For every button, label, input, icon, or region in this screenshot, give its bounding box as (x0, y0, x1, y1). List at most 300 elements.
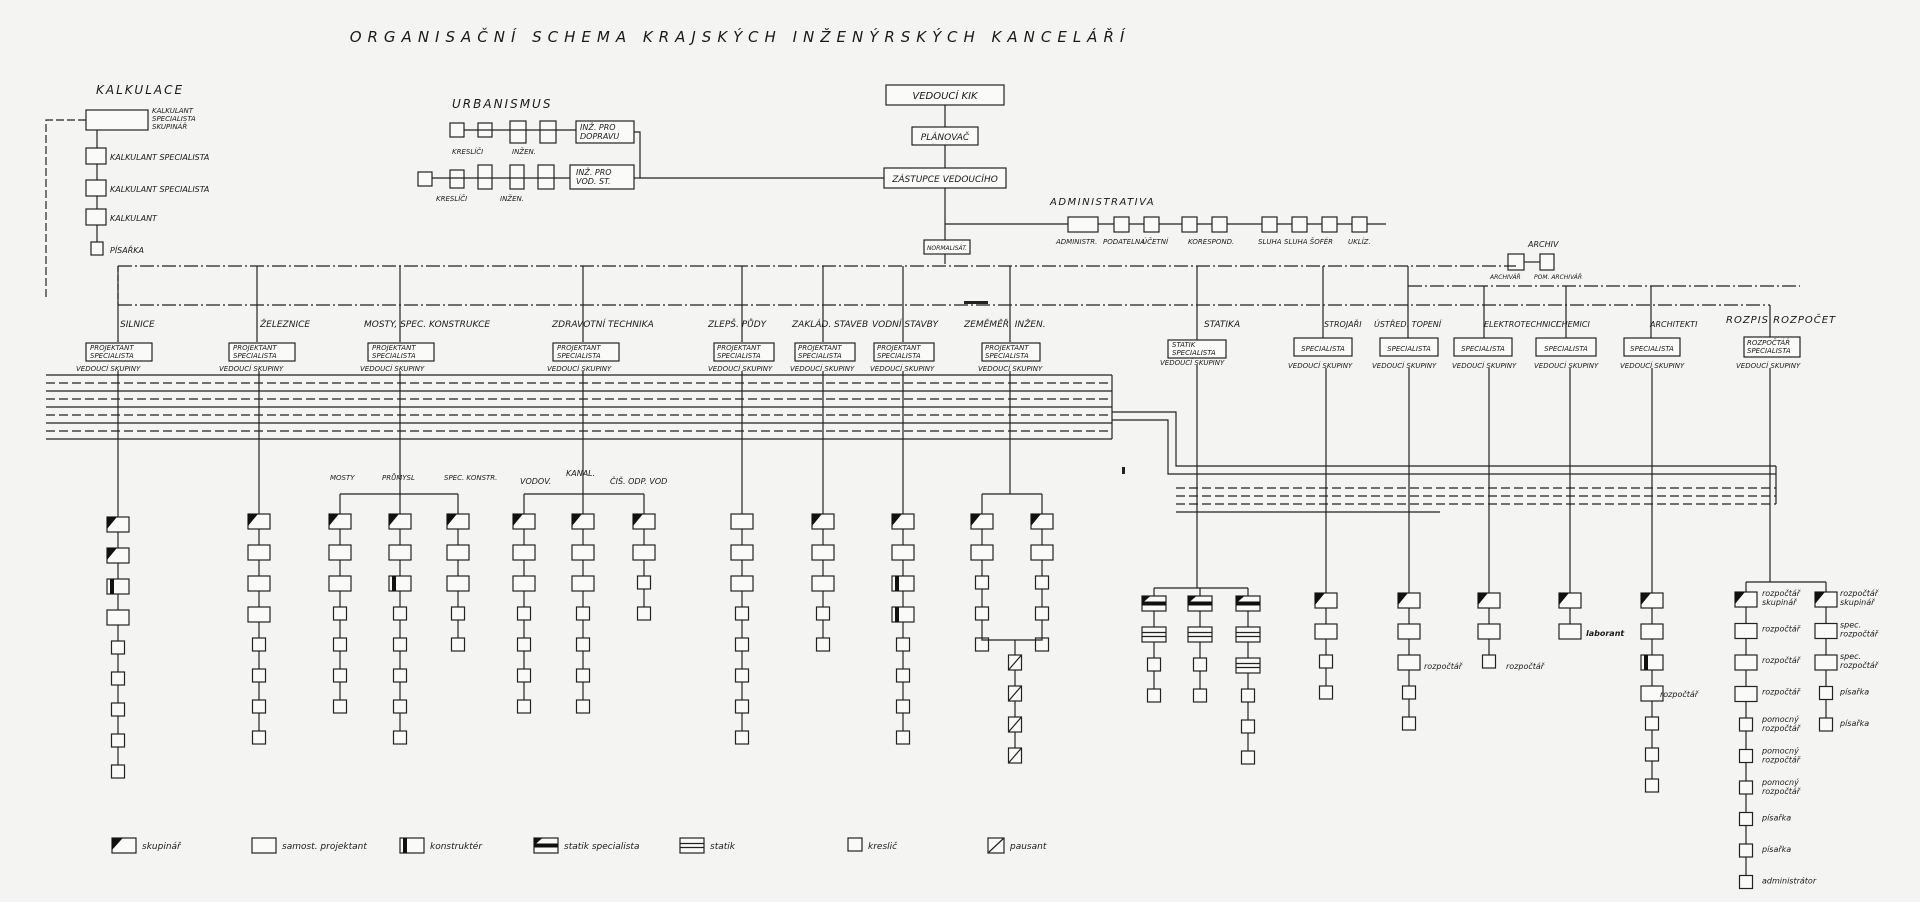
skupinar-symbol (1478, 593, 1500, 608)
dept-lead-line-2: SPECIALISTA (985, 352, 1029, 360)
pausant-symbol (1009, 748, 1022, 763)
legend-label: konstruktér (430, 842, 483, 852)
symbol-box (1483, 655, 1496, 668)
kreslic-symbol (1740, 781, 1753, 794)
kalkulace-lead-line-3: SKUPINÁŘ (152, 123, 188, 131)
symbol-box (1735, 624, 1757, 639)
dept-zlepsovani-pudy (707, 266, 774, 373)
head-label: VEDOUCÍ KIK (912, 91, 978, 102)
admin-box-3 (1144, 217, 1159, 232)
samost-symbol (1398, 655, 1420, 670)
symbol-box (1646, 779, 1659, 792)
dept-name: ZEMĚMĚŘ. INŽEN. (964, 320, 1046, 330)
skupinar-symbol (107, 517, 129, 532)
dept-sub: VEDOUCÍ SKUPINY (790, 365, 855, 373)
symbol-box (1735, 655, 1757, 670)
symbol-box (577, 669, 590, 682)
symbol-box (897, 700, 910, 713)
samost-symbol (329, 545, 351, 560)
dept-lead-line-1: STATIK (1172, 341, 1196, 349)
kreslic-symbol (1036, 607, 1049, 620)
kalkulace-box-4 (91, 242, 103, 255)
side-label-rozpoctar: rozpočtář (1660, 690, 1699, 699)
admin-item-4: KORESPOND. (1188, 238, 1235, 246)
samost-symbol (971, 545, 993, 560)
kreslic-symbol (112, 641, 125, 654)
symbol-box (334, 700, 347, 713)
kreslic-symbol (452, 638, 465, 651)
symbol-box (394, 731, 407, 744)
samost-symbol (1735, 687, 1757, 702)
dept-name: ÚSTŘED. TOPENÍ (1374, 320, 1442, 329)
kreslic-symbol (976, 576, 989, 589)
kreslic-symbol (1646, 779, 1659, 792)
kreslic-symbol (112, 672, 125, 685)
dept-name: STATIKA (1204, 320, 1241, 330)
samost-symbol (1398, 624, 1420, 639)
dept-strojari (1288, 266, 1362, 370)
kreslic-symbol (112, 734, 125, 747)
kreslic-symbol (976, 607, 989, 620)
symbol-box (513, 545, 535, 560)
symbol-box (731, 576, 753, 591)
dept-name: ZDRAVOTNÍ TECHNIKA (552, 320, 654, 330)
symbol-box (1031, 545, 1053, 560)
dept-vodni-stavby (870, 266, 940, 373)
side-label-laborant: laborant (1586, 629, 1625, 638)
kreslic-symbol (577, 669, 590, 682)
dept-lead-line-2: SPECIALISTA (1172, 349, 1216, 357)
symbol-box (1315, 624, 1337, 639)
dept-lead-line-2: SPECIALISTA (717, 352, 761, 360)
skupinar-symbol (112, 838, 136, 853)
kreslic-symbol (1740, 718, 1753, 731)
urb-row1-label-1: KRESLÍČI (452, 148, 484, 156)
label-line: rozpočtář (1840, 629, 1879, 639)
symbol-box (394, 638, 407, 651)
dept-lead-line-1: PROJEKTANT (877, 344, 921, 352)
konstrukter-symbol (107, 579, 129, 594)
kreslic-symbol (1740, 813, 1753, 826)
kalkulace-lead-box (86, 110, 148, 130)
symbol-box (253, 731, 266, 744)
dept-name: ŽELEZNICE (260, 320, 311, 330)
dept-name: STROJAŘI (1324, 320, 1362, 329)
kreslic-symbol (897, 638, 910, 651)
skupinar-symbol (1315, 593, 1337, 608)
rozpocet-col1-label (1761, 778, 1801, 796)
symbol-box (1646, 717, 1659, 730)
legend (112, 838, 1047, 853)
rozpocet-col2-label (1840, 621, 1879, 639)
symbol-box (1320, 686, 1333, 699)
statik-symbol (1236, 658, 1260, 673)
kreslic-symbol (1036, 576, 1049, 589)
symbol-box (1740, 718, 1753, 731)
samost-symbol (633, 545, 655, 560)
legend-label: kreslič (868, 842, 898, 852)
symbol-box (1194, 658, 1207, 671)
dept-zeleznice (219, 266, 310, 373)
skupinar-symbol (1559, 593, 1581, 608)
skupinar-symbol (1641, 593, 1663, 608)
symbol-box (736, 638, 749, 651)
dept-name: ROZPIS ROZPOČET (1726, 315, 1837, 326)
symbol-box (976, 576, 989, 589)
symbol-box (1740, 813, 1753, 826)
admin-box-6 (1262, 217, 1277, 232)
symbol-box (253, 669, 266, 682)
symbol-box (633, 545, 655, 560)
side-label-rozpoctar: rozpočtář (1506, 662, 1545, 671)
kalkulace-item-3: KALKULANT (110, 214, 157, 223)
dept-name: VODNÍ STAVBY (872, 320, 939, 330)
symbol-box (112, 765, 125, 778)
samost-symbol (248, 545, 270, 560)
symbol-box (812, 576, 834, 591)
skupinar-symbol (389, 514, 411, 529)
kalkulace-item-2: KALKULANT SPECIALISTA (110, 185, 210, 194)
kreslic-symbol (897, 700, 910, 713)
symbol-box (1242, 720, 1255, 733)
rozpocet-col1-label (1761, 715, 1801, 733)
urb-row1-lead (580, 121, 619, 141)
kreslic-symbol (1740, 750, 1753, 763)
deputy-label: ZÁSTUPCE VEDOUCÍHO (892, 175, 998, 185)
kreslic-symbol (848, 838, 862, 851)
symbol-mark (1188, 602, 1212, 606)
samost-symbol (1478, 624, 1500, 639)
kreslic-symbol (1820, 718, 1833, 731)
kreslic-symbol (112, 765, 125, 778)
dept-architekti (1620, 286, 1698, 370)
dept-lead-line-1: PROJEKTANT (798, 344, 842, 352)
kreslic-symbol (577, 700, 590, 713)
urb-row1-lead-line-2: DOPRAVU (580, 132, 620, 141)
symbol-box (680, 838, 704, 853)
normalizer-label: NORMALISÁT. (926, 245, 968, 252)
admin-box-4 (1182, 217, 1197, 232)
admin-item-1: ADMINISTR. (1056, 238, 1098, 246)
urb-row1-label-2: INŽEN. (512, 148, 536, 156)
symbol-mark (1142, 602, 1166, 606)
band-marker (1122, 467, 1125, 474)
kreslic-symbol (253, 700, 266, 713)
symbol-box (1740, 844, 1753, 857)
rozpocet-col1-label: písařka (1762, 845, 1792, 854)
skupinar-symbol (513, 514, 535, 529)
band-link (1112, 412, 1776, 466)
kreslic-symbol (518, 700, 531, 713)
dept-lead-line-1: PROJEKTANT (90, 344, 134, 352)
admin-box-5 (1212, 217, 1227, 232)
kalkulace-box-1 (86, 148, 106, 164)
symbol-box (248, 545, 270, 560)
kalkulace-box-3 (86, 209, 106, 225)
dept-rozpocet (1726, 305, 1836, 370)
dept-name: SILNICE (120, 320, 155, 330)
subgroup-label: MOSTY (330, 474, 355, 482)
symbol-box (736, 607, 749, 620)
urb-row2-label-1: KRESLÍČI (436, 195, 468, 203)
symbol-box (736, 669, 749, 682)
symbol-box (817, 607, 830, 620)
symbol-box (731, 514, 753, 529)
symbol-box (638, 607, 651, 620)
symbol-mark (1644, 655, 1648, 670)
urb-box (418, 172, 432, 186)
symbol-box (1559, 624, 1581, 639)
admin-box-8 (1322, 217, 1337, 232)
subgroup-label: VODOV. (520, 477, 552, 486)
samost-symbol (513, 545, 535, 560)
kreslic-symbol (1483, 655, 1496, 668)
kreslic-symbol (394, 731, 407, 744)
symbol-mark (895, 607, 899, 622)
symbol-box (817, 638, 830, 651)
urbanismus-link (634, 132, 884, 178)
dept-lead-line-2: SPECIALISTA (1747, 347, 1791, 355)
konstrukter-symbol (892, 607, 914, 622)
symbol-box (1740, 750, 1753, 763)
urb-box (510, 121, 526, 143)
samost-symbol (248, 607, 270, 622)
symbol-box (1646, 748, 1659, 761)
dept-lead-line-1: ROZPOČTÁŘ (1747, 339, 1791, 347)
symbol-box (976, 607, 989, 620)
symbol-box (1242, 751, 1255, 764)
samost-symbol (892, 545, 914, 560)
symbol-box (1820, 718, 1833, 731)
symbol-box (518, 700, 531, 713)
kreslic-symbol (334, 669, 347, 682)
symbol-box (1815, 655, 1837, 670)
dept-lead: SPECIALISTA (1301, 345, 1345, 353)
kreslic-symbol (736, 607, 749, 620)
symbol-box (1236, 658, 1260, 673)
rozpocet-col1-label: rozpočtář (1762, 624, 1801, 634)
dept-zakladani-staveb (790, 266, 868, 373)
planner-label: PLÁNOVAČ (920, 133, 970, 143)
dept-lead: SPECIALISTA (1461, 345, 1505, 353)
kreslic-symbol (253, 731, 266, 744)
dept-sub: VEDOUCÍ SKUPINY (1372, 362, 1437, 370)
kreslic-symbol (736, 638, 749, 651)
admin-item-2: PODATELNA (1103, 238, 1146, 246)
dept-sub: VEDOUCÍ SKUPINY (76, 365, 141, 373)
kalkulace-lead-label (152, 107, 198, 131)
samost-symbol (1815, 624, 1837, 639)
top-management (884, 85, 1006, 264)
statik-spec-symbol (1188, 596, 1212, 611)
samost-symbol (1815, 655, 1837, 670)
konstrukter-symbol (1641, 655, 1663, 670)
symbol-box (518, 638, 531, 651)
rozpocet-col2-label: písařka (1840, 687, 1870, 697)
kreslic-symbol (253, 638, 266, 651)
symbol-box (1148, 658, 1161, 671)
dept-sub: VEDOUCÍ SKUPINY (708, 365, 773, 373)
dept-lead-line-1: PROJEKTANT (372, 344, 416, 352)
symbol-box (572, 545, 594, 560)
symbol-box (1236, 627, 1260, 642)
dept-lead-line-2: SPECIALISTA (798, 352, 842, 360)
kalkulace-box-2 (86, 180, 106, 196)
symbol-mark (534, 844, 558, 848)
urb-box (540, 121, 556, 143)
symbol-box (1242, 689, 1255, 702)
samost-symbol (572, 576, 594, 591)
statik-symbol (1142, 627, 1166, 642)
symbol-box (1641, 624, 1663, 639)
dept-lead-line-2: SPECIALISTA (233, 352, 277, 360)
statik-spec-symbol (534, 838, 558, 853)
symbol-box (572, 576, 594, 591)
legend-label: skupinář (142, 842, 181, 852)
kreslic-symbol (1646, 748, 1659, 761)
samost-symbol (107, 610, 129, 625)
dept-sub: VEDOUCÍ SKUPINY (1736, 362, 1801, 370)
kreslic-symbol (452, 607, 465, 620)
dept-sub: VEDOUCÍ SKUPINY (1160, 359, 1225, 367)
admin-item-3: ÚČETNÍ (1142, 238, 1169, 246)
label-line: pomocný (1762, 715, 1799, 724)
symbol-box (1403, 717, 1416, 730)
kreslic-symbol (253, 669, 266, 682)
admin-box-2 (1114, 217, 1129, 232)
urb-box (478, 165, 492, 189)
samost-symbol (447, 545, 469, 560)
archiv-box-2 (1540, 254, 1554, 270)
statik-symbol (680, 838, 704, 853)
archiv-box-1 (1508, 254, 1524, 270)
dept-sub: VEDOUCÍ SKUPINY (547, 365, 612, 373)
symbol-box (447, 545, 469, 560)
admin-box-1 (1068, 217, 1098, 232)
label-line: pomocný (1762, 778, 1799, 787)
skupinar-symbol (107, 548, 129, 563)
symbol-box (848, 838, 862, 851)
symbol-box (452, 607, 465, 620)
pausant-symbol (1009, 686, 1022, 701)
administrativa-group (945, 197, 1386, 246)
urb-box (450, 123, 464, 137)
dept-lead: SPECIALISTA (1544, 345, 1588, 353)
dept-zememerici (963, 266, 1046, 373)
samost-symbol (513, 576, 535, 591)
label-line: pomocný (1762, 746, 1799, 756)
kreslic-symbol (817, 638, 830, 651)
subgroup-label: PRŮMYSL (382, 474, 415, 482)
label-line: rozpočtář (1840, 661, 1879, 670)
rozpocet-col2-label (1840, 588, 1879, 607)
samost-symbol (812, 576, 834, 591)
label-line: rozpočtář (1762, 787, 1801, 796)
kreslic-symbol (1820, 687, 1833, 700)
symbol-box (334, 669, 347, 682)
dept-sub: VEDOUCÍ SKUPINY (1620, 362, 1685, 370)
symbol-box (518, 669, 531, 682)
symbol-box (394, 607, 407, 620)
symbol-box (577, 607, 590, 620)
symbol-box (1398, 655, 1420, 670)
symbol-box (389, 545, 411, 560)
kreslic-symbol (638, 607, 651, 620)
skupinar-symbol (248, 514, 270, 529)
pausant-symbol (1009, 655, 1022, 670)
statik-spec-symbol (1236, 596, 1260, 611)
archiv-title: ARCHIV (1528, 240, 1559, 249)
subgroup-label: KANAL. (566, 469, 596, 478)
samost-symbol (1735, 655, 1757, 670)
dept-zdravotni (547, 266, 654, 373)
symbol-box (812, 545, 834, 560)
archiv-group (1489, 240, 1582, 281)
symbol-box (518, 607, 531, 620)
urb-row2-lead-line-1: INŽ. PRO (576, 168, 612, 177)
kreslic-symbol (394, 638, 407, 651)
label-line: rozpočtář (1762, 755, 1801, 765)
symbol-box (638, 576, 651, 589)
symbol-box (329, 576, 351, 591)
kreslic-symbol (1740, 844, 1753, 857)
dept-lead-line-2: SPECIALISTA (877, 352, 921, 360)
subgroup-label: SPEC. KONSTR. (444, 474, 498, 482)
dept-ustredni-topeni (1372, 286, 1443, 370)
dept-name: ZAKLÁD. STAVEB (792, 320, 869, 330)
statik-spec-symbol (1142, 596, 1166, 611)
dept-silnice (76, 266, 155, 373)
chart-title: ORGANISAČNÍ SCHEMA KRAJSKÝCH INŽENÝRSKÝCH KANCELÁŘÍ (349, 28, 1131, 46)
kalkulace-item-4: PÍSAŘKA (110, 246, 145, 255)
subgroup-label: ČIŠ. ODP. VOD (610, 477, 668, 486)
symbol-box (107, 610, 129, 625)
dept-lead-line-2: SPECIALISTA (90, 352, 134, 360)
symbol-box (1820, 687, 1833, 700)
urb-box (538, 165, 554, 189)
symbol-box (112, 734, 125, 747)
kalkulace-lead-line-2: SPECIALISTA (152, 115, 196, 123)
symbol-box (1740, 876, 1753, 889)
kreslic-symbol (518, 638, 531, 651)
kalkulace-group (46, 83, 209, 300)
label-line: rozpočtář (1762, 589, 1801, 598)
dept-sub: VEDOUCÍ SKUPINY (1534, 362, 1599, 370)
samost-symbol (447, 576, 469, 591)
symbol-box (1036, 576, 1049, 589)
statik-symbol (1236, 627, 1260, 642)
line-marker (964, 301, 988, 304)
samost-symbol (248, 576, 270, 591)
urb-box (510, 165, 524, 189)
rozpocet-col1-label (1762, 588, 1801, 607)
kreslic-symbol (817, 607, 830, 620)
symbol-box (248, 576, 270, 591)
rozpocet-col1-label: administrátor (1762, 876, 1817, 886)
skupinar-symbol (971, 514, 993, 529)
coordination-band (46, 375, 1776, 512)
symbol-box (1735, 687, 1757, 702)
symbol-box (248, 607, 270, 622)
dept-lead-line-1: PROJEKTANT (557, 344, 601, 352)
kreslic-symbol (394, 700, 407, 713)
samost-symbol (1559, 624, 1581, 639)
symbol-box (1188, 627, 1212, 642)
admin-item-7: UKLÍZ. (1348, 238, 1371, 246)
administrativa-title: ADMINISTRATIVA (1050, 197, 1156, 208)
symbol-box (897, 731, 910, 744)
kreslic-symbol (334, 638, 347, 651)
